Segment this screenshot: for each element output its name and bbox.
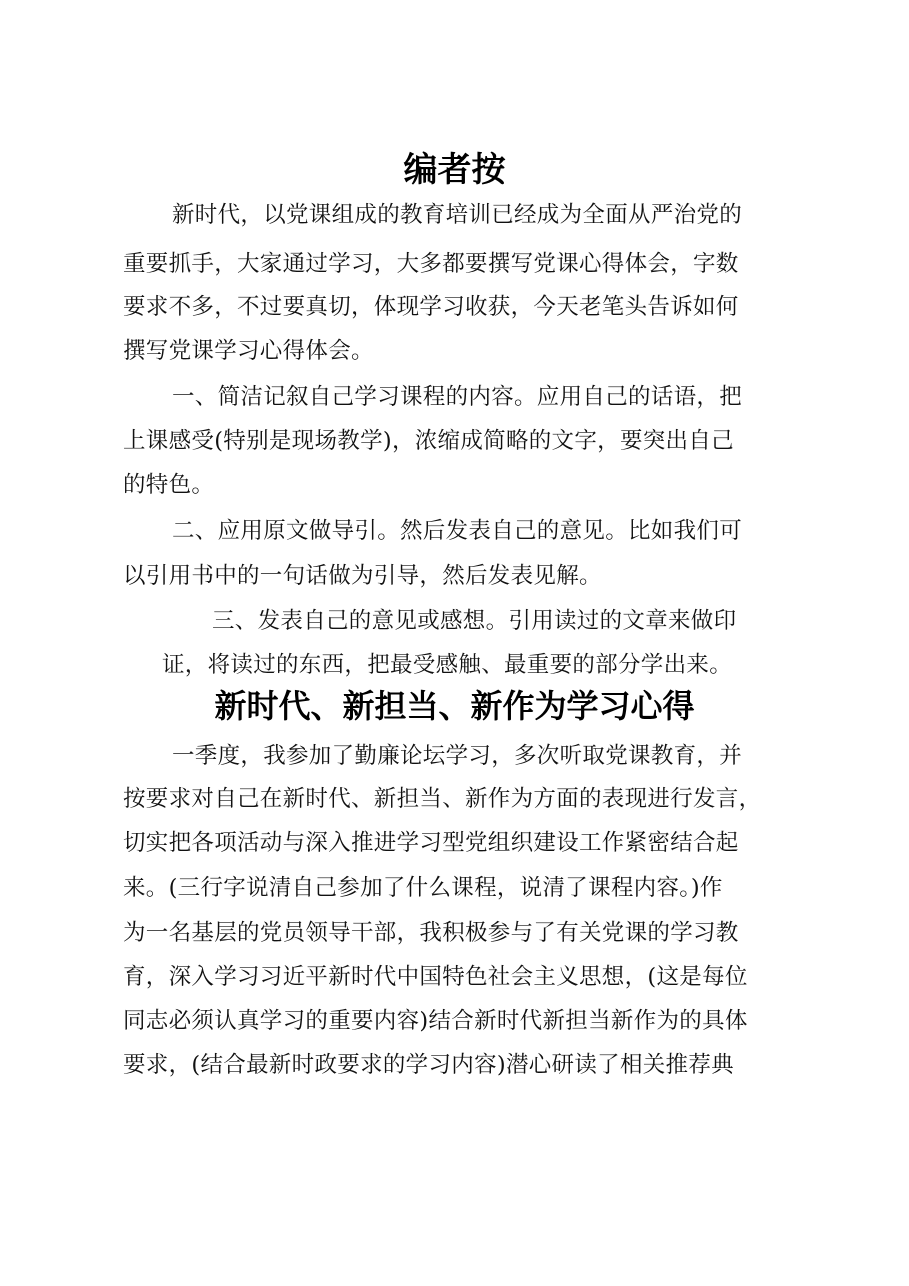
paragraph-line: 新时代，以党课组成的教育培训已经成为全面从严治党的 (172, 202, 743, 228)
paragraph-line: 要求不多，不过要真切，体现学习收获，今天老笔头告诉如何 (123, 294, 739, 320)
article-title: 新时代、新担当、新作为学习心得 (214, 687, 695, 725)
paragraph-line: 切实把各项活动与深入推进学习型党组织建设工作紧密结合起 (123, 830, 739, 856)
paragraph-line: 育，深入学习习近平新时代中国特色社会主义思想，(这是每位 (123, 964, 748, 990)
editor-note-title: 编者按 (403, 150, 506, 190)
paragraph-line: 以引用书中的一句话做为引导，然后发表见解。 (123, 563, 602, 589)
paragraph-line: 一、简洁记叙自己学习课程的内容。应用自己的话语，把 (172, 384, 743, 410)
paragraph-line: 二、应用原文做导引。然后发表自己的意见。比如我们可 (172, 518, 743, 544)
paragraph-line: 同志必须认真学习的重要内容)结合新时代新担当新作为的具体 (123, 1008, 748, 1034)
paragraph-line: 的特色。 (123, 472, 215, 498)
paragraph-line: 按要求对自己在新时代、新担当、新作为方面的表现进行发言， (123, 786, 762, 812)
paragraph-line: 三、发表自己的意见或感想。引用读过的文章来做印 (212, 608, 737, 634)
paragraph-line: 一季度，我参加了勤廉论坛学习，多次听取党课教育，并 (172, 743, 743, 769)
paragraph-line: 重要抓手，大家通过学习，大多都要撰写党课心得体会，字数 (123, 251, 739, 277)
paragraph-line: 撰写党课学习心得体会。 (123, 338, 374, 364)
paragraph-line: 证，将读过的东西，把最受感触、最重要的部分学出来。 (162, 652, 733, 678)
paragraph-line: 为一名基层的党员领导干部，我积极参与了有关党课的学习教 (123, 920, 739, 946)
paragraph-line: 上课感受(特别是现场教学)，浓缩成简略的文字，要突出自己 (123, 428, 734, 454)
paragraph-line: 要求，(结合最新时政要求的学习内容)潜心研读了相关推荐典 (123, 1052, 734, 1078)
paragraph-line: 来。(三行字说清自己参加了什么课程，说清了课程内容。)作 (123, 875, 723, 901)
